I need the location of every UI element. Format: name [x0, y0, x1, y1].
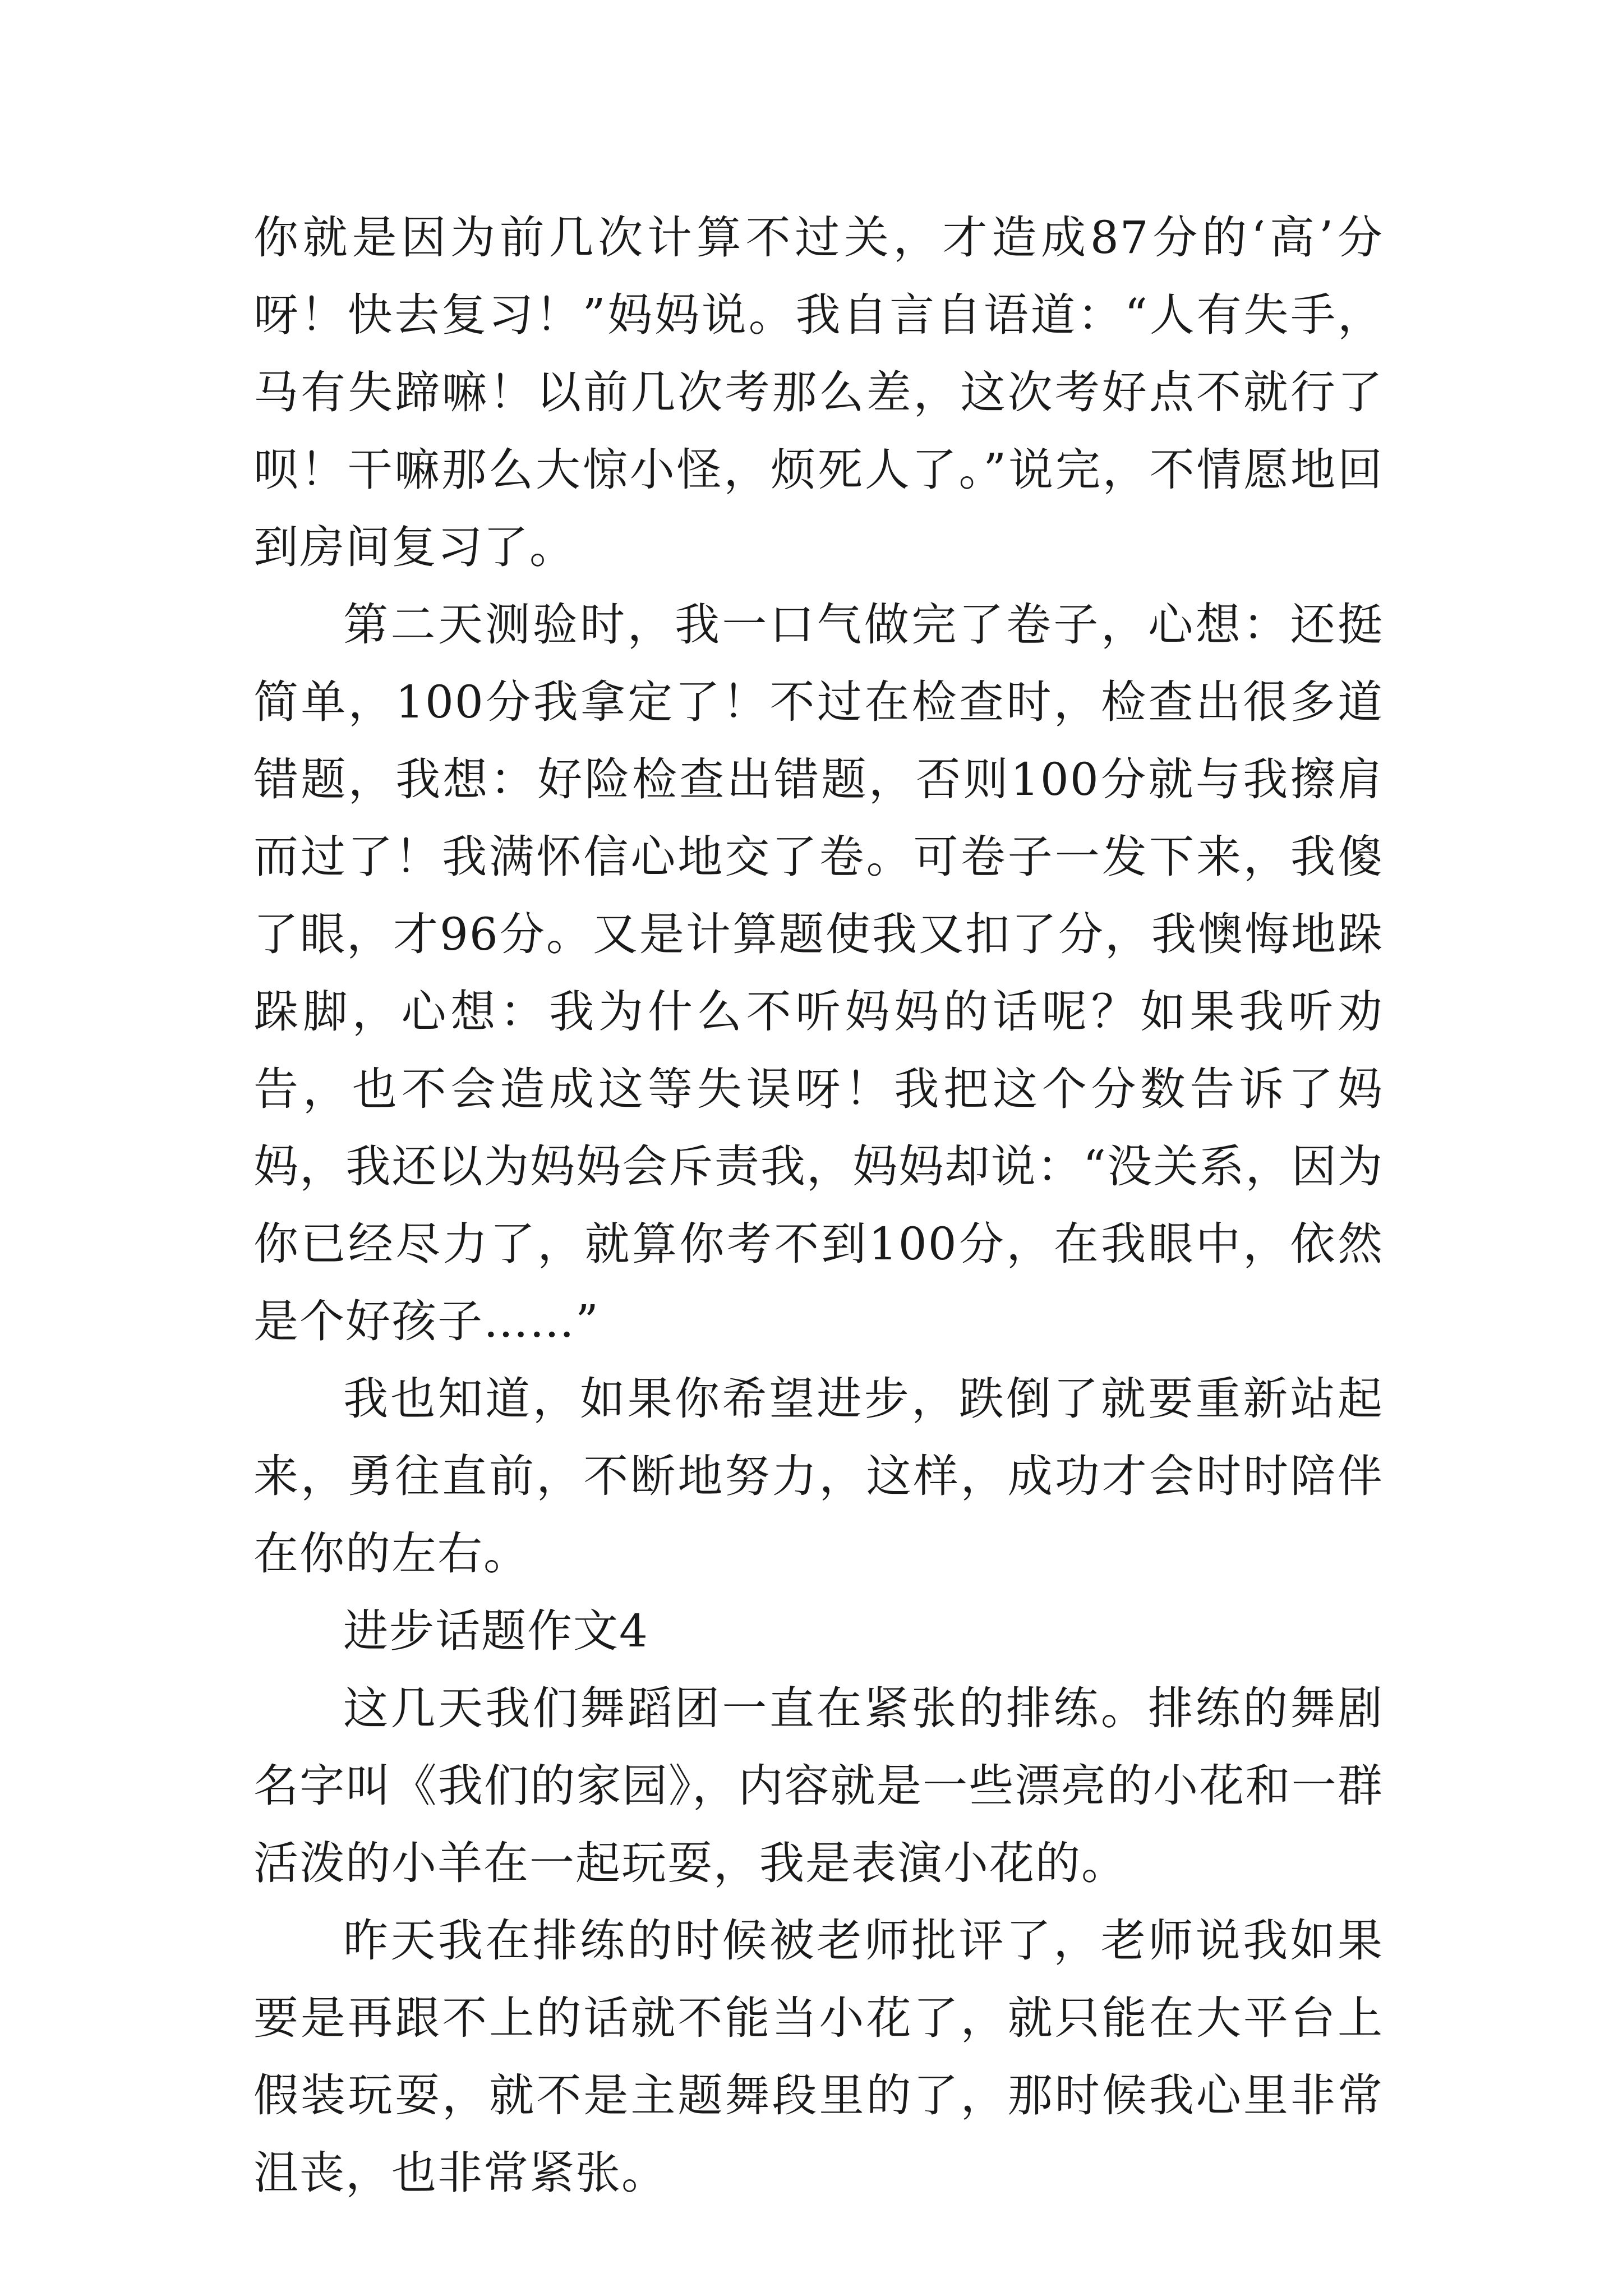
- paragraph-continuation: 你就是因为前几次计算不过关，才造成87分的‘高’分呀！快去复习！”妈妈说。我自言自语道：“人有失手，马有失蹄嘛！以前几次考那么差，这次考好点不就行了呗！干嘛那么大惊小怪，烦死人了。”说完，不情愿地回到房间复习了。: [253, 211, 1384, 573]
- paragraph-test-day: 第二天测验时，我一口气做完了卷子，心想：还挺简单，100分我拿定了！不过在检查时，检查出很多道错题，我想：好险检查出错题，否则100分就与我擦肩而过了！我满怀信心地交了卷。可卷子一发下来，我傻了眼，才96分。又是计算题使我又扣了分，我懊悔地跺跺脚，心想：我为什么不听妈妈的话呢？如果我听劝告，也不会造成这等失误呀！我把这个分数告诉了妈妈，我还以为妈妈会斥责我，妈妈却说：“没关系，因为你已经尽力了，就算你考不到100分，在我眼中，依然是个好孩子……”: [253, 599, 1384, 1347]
- document-body: [253, 199, 1384, 2212]
- essay-heading: 进步话题作文4: [343, 1605, 649, 1657]
- paragraph-criticized: 昨天我在排练的时候被老师批评了，老师说我如果要是再跟不上的话就不能当小花了，就只能在大平台上假装玩耍，就不是主题舞段里的了，那时候我心里非常沮丧，也非常紧张。: [253, 1915, 1384, 2199]
- paragraph-conclusion: 我也知道，如果你希望进步，跌倒了就要重新站起来，勇往直前，不断地努力，这样，成功才会时时陪伴在你的左右。: [253, 1373, 1384, 1580]
- paragraph-dance-rehearsal: 这几天我们舞蹈团一直在紧张的排练。排练的舞剧名字叫《我们的家园》，内容就是一些漂亮的小花和一群活泼的小羊在一起玩耍，我是表演小花的。: [253, 1682, 1384, 1889]
